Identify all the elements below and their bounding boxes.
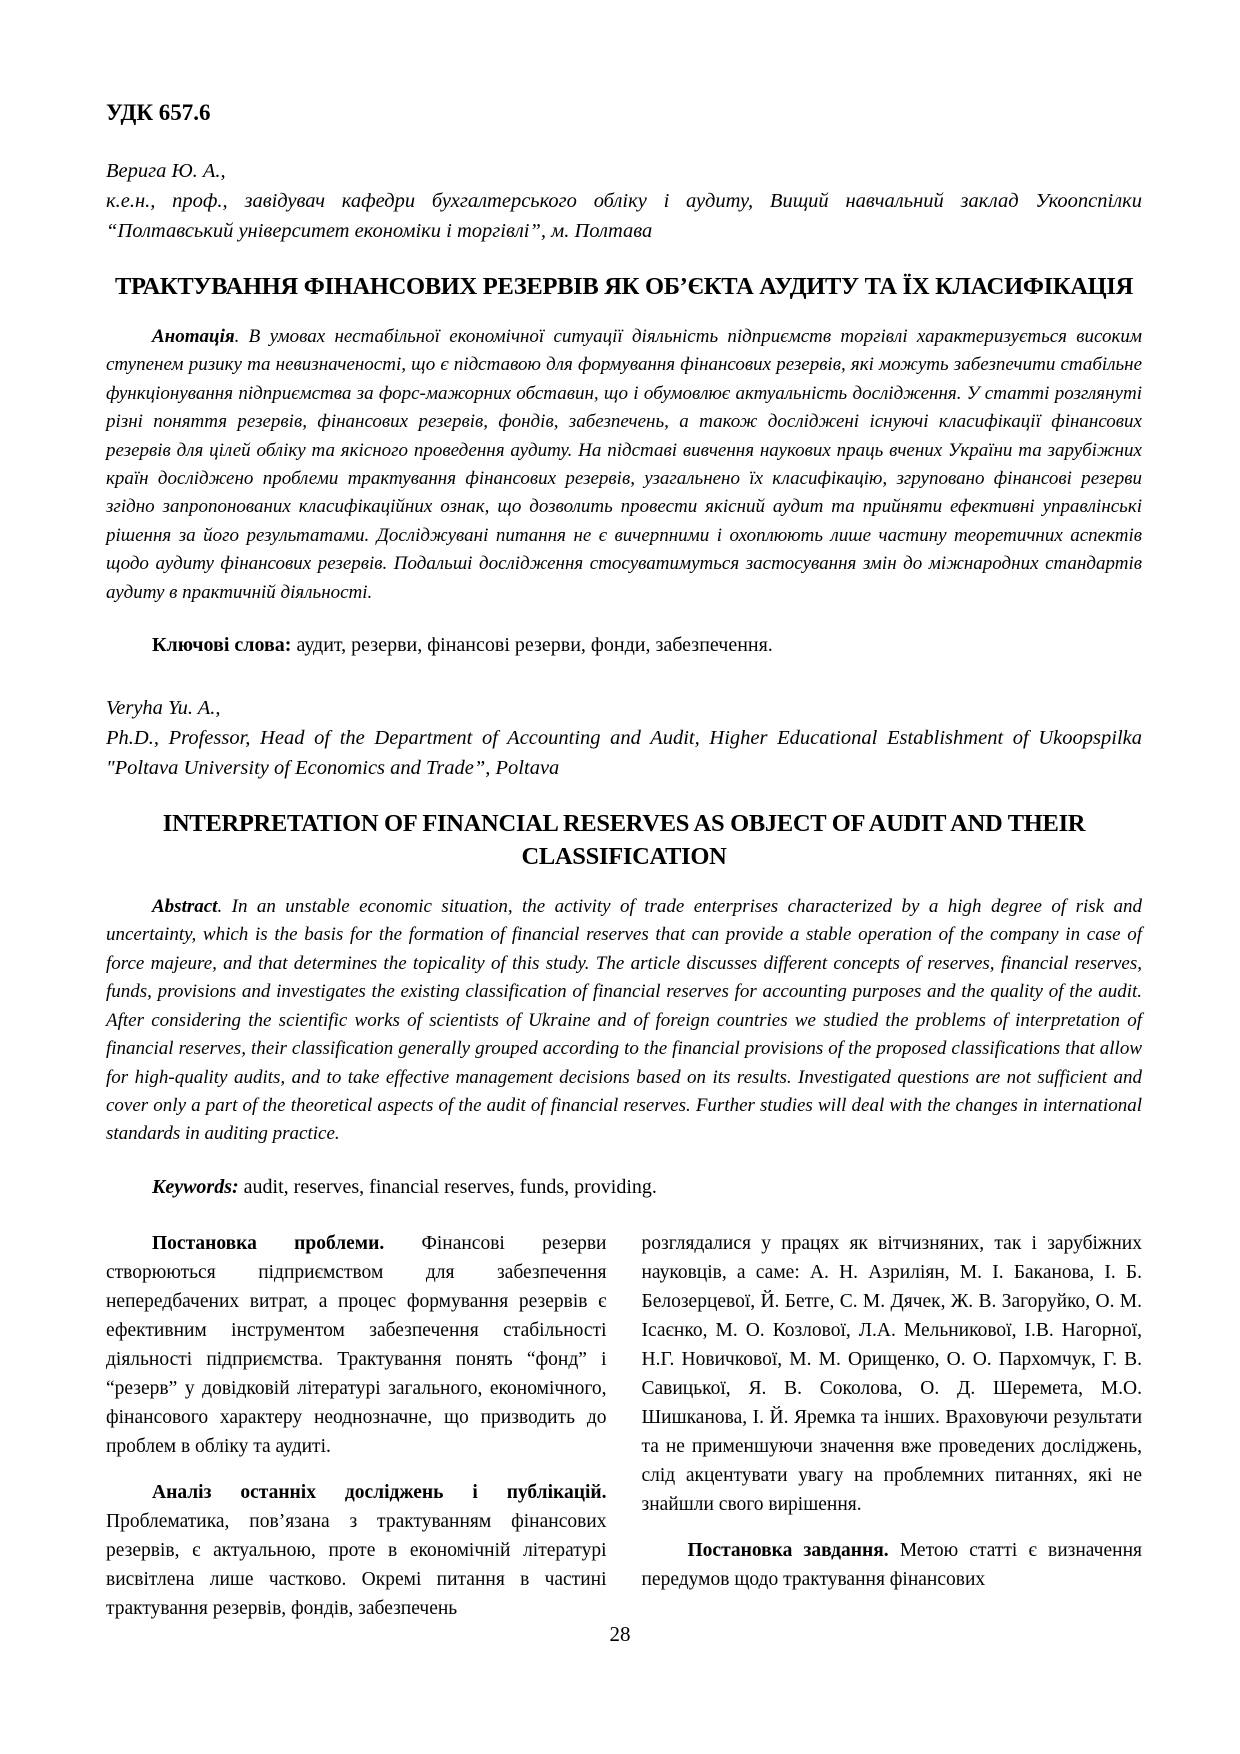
keywords-label-uk: Ключові слова: — [152, 634, 292, 657]
keywords-text-en: audit, reserves, financial reserves, funds, providing. — [238, 1175, 657, 1198]
section-heading: Постановка проблеми. — [152, 1232, 385, 1254]
author-block-uk — [106, 156, 1142, 246]
body-columns — [106, 1229, 1142, 1623]
article-title-en: INTERPRETATION OF FINANCIAL RESERVES AS OBJECT OF AUDIT AND THEIR CLASSIFICATION — [162, 810, 1086, 871]
author-affiliation-en: Ph.D., Professor, Head of the Department of Accounting and Audit, Higher Educational Establishment of Ukoopspilka "Poltava University of Economics and Trade”, Poltava — [106, 727, 1142, 780]
author-affiliation-uk: к.е.н., проф., завідувач кафедри бухгалтерського обліку і аудиту, Вищий навчальний заклад Укоопспілки “Полтавський університет економіки і торгівлі”, м. Полтава — [106, 190, 1142, 242]
paragraph-text: Фінансові резерви створюються підприємством для забезпечення непередбачених витрат, а процес формування резервів є ефективним інструментом забезпечення стабільності діяльності підприємства. Трактування понять “фонд” і “резерв” у довідковій літературі загального, економічного, фінансового характеру неоднозначне, що призводить до проблем в обліку та аудиті. — [106, 1232, 607, 1457]
right-column — [642, 1229, 1143, 1623]
paragraph-analysis — [106, 1478, 607, 1623]
article-title-uk: ТРАКТУВАННЯ ФІНАНСОВИХ РЕЗЕРВІВ ЯК ОБ’ЄКТА АУДИТУ ТА ЇХ КЛАСИФІКАЦІЯ — [114, 273, 1134, 300]
page-number: 28 — [609, 1622, 631, 1646]
author-name-en: Veryha Yu. A., — [106, 697, 221, 720]
abstract-uk — [106, 323, 1142, 607]
paragraph-problem-statement — [106, 1229, 607, 1461]
keywords-en — [106, 1176, 1142, 1199]
abstract-text-en: . In an unstable economic situation, the activity of trade enterprises characterized by a high degree of risk and uncertainty, which is the basis for the formation of financial reserves that can provide a stable operation of the company in case of force majeure, and that determines the topicality of this study. The article discusses different concepts of reserves, financial reserves, funds, provisions and investigates the existing classification of financial reserves for accounting purposes and the quality of the audit. After considering the scientific works of scientists of Ukraine and of foreign countries we studied the problems of interpretation of financial reserves, their classification generally grouped according to the financial provisions of the proposed classifications that allow for high-quality audits, and to take effective management decisions based on its results. Investigated questions are not sufficient and cover only a part of the theoretical aspects of the audit of financial reserves. Further studies will deal with the changes in international standards in auditing practice. — [106, 896, 1142, 1145]
abstract-text-uk: . В умовах нестабільної економічної ситуації діяльність підприємств торгівлі характеризується високим ступенем ризику та невизначеності, що є підставою для формування фінансових резервів, які можуть забезпечити стабільне функціонування підприємства за форс-мажорних обставин, що і обумовлює актуальність дослідження. У статті розглянуті різні поняття резервів, фінансових резервів, фондів, забезпечень, а також досліджені існуючі класифікації фінансових резервів для цілей обліку та якісного проведення аудиту. На підставі вивчення наукових праць вчених України та зарубіжних країн досліджено проблеми трактування фінансових резервів, узагальнено їх класифікацію, згруповано фінансові резерви згідно запропонованих класифікаційних ознак, що дозволить провести якісний аудит та прийняти ефективні управлінські рішення за його результатами. Досліджувані питання не є вичерпними і охоплюють лише частину теоретичних аспектів щодо аудиту фінансових резервів. Подальші дослідження стосуватимуться застосування змін до міжнародних стандартів аудиту в практичній діяльності. — [106, 326, 1142, 603]
paragraph-text: Метою статті є визначення передумов щодо трактування фінансових — [641, 1539, 1142, 1590]
udc-code: УДК 657.6 — [106, 100, 211, 125]
paragraph-text: Проблематика, пов’язана з трактуванням фінансових резервів, є актуальною, проте в економічній літературі висвітлена лише частково. Окремі питання в частині трактування резервів, фондів, забезпечень — [106, 1510, 607, 1619]
paragraph-text: розглядалися у працях як вітчизняних, так і зарубіжних науковців, а саме: А. Н. Азриліян, М. І. Баканова, І. Б. Белозерцевої, Й. Бетге, С. М. Дячек, Ж. В. Загоруйко, О. М. Ісаєнко, М. О. Козлової, Л.А. Мельникової, І.В. Нагорної, Н.Г. Новичкової, М. М. Орищенко, О. О. Пархомчук, Г. В. Савицької, Я. В. Соколова, О. Д. Шеремета, М.О. Шишканова, І. Й. Яремка та інших. Враховуючи результати та не применшуючи значення вже проведених досліджень, слід акцентувати увагу на проблемних питаннях, які не знайшли свого вирішення. — [641, 1232, 1142, 1515]
keywords-label-en: Keywords: — [152, 1175, 239, 1198]
keywords-uk — [106, 634, 1142, 657]
author-name-uk: Верига Ю. А., — [106, 160, 226, 182]
left-column — [106, 1229, 607, 1623]
paragraph-analysis-continued — [642, 1229, 1143, 1519]
abstract-label-uk: Анотація — [152, 326, 235, 347]
section-heading: Аналіз останніх досліджень і публікацій. — [152, 1481, 607, 1503]
author-block-en — [106, 693, 1142, 783]
abstract-en — [106, 893, 1142, 1149]
keywords-text-uk: аудит, резерви, фінансові резерви, фонди, забезпечення. — [291, 634, 773, 657]
abstract-label-en: Abstract — [152, 896, 218, 918]
paragraph-task-statement — [642, 1536, 1143, 1594]
section-heading: Постановка завдання. — [687, 1539, 889, 1561]
